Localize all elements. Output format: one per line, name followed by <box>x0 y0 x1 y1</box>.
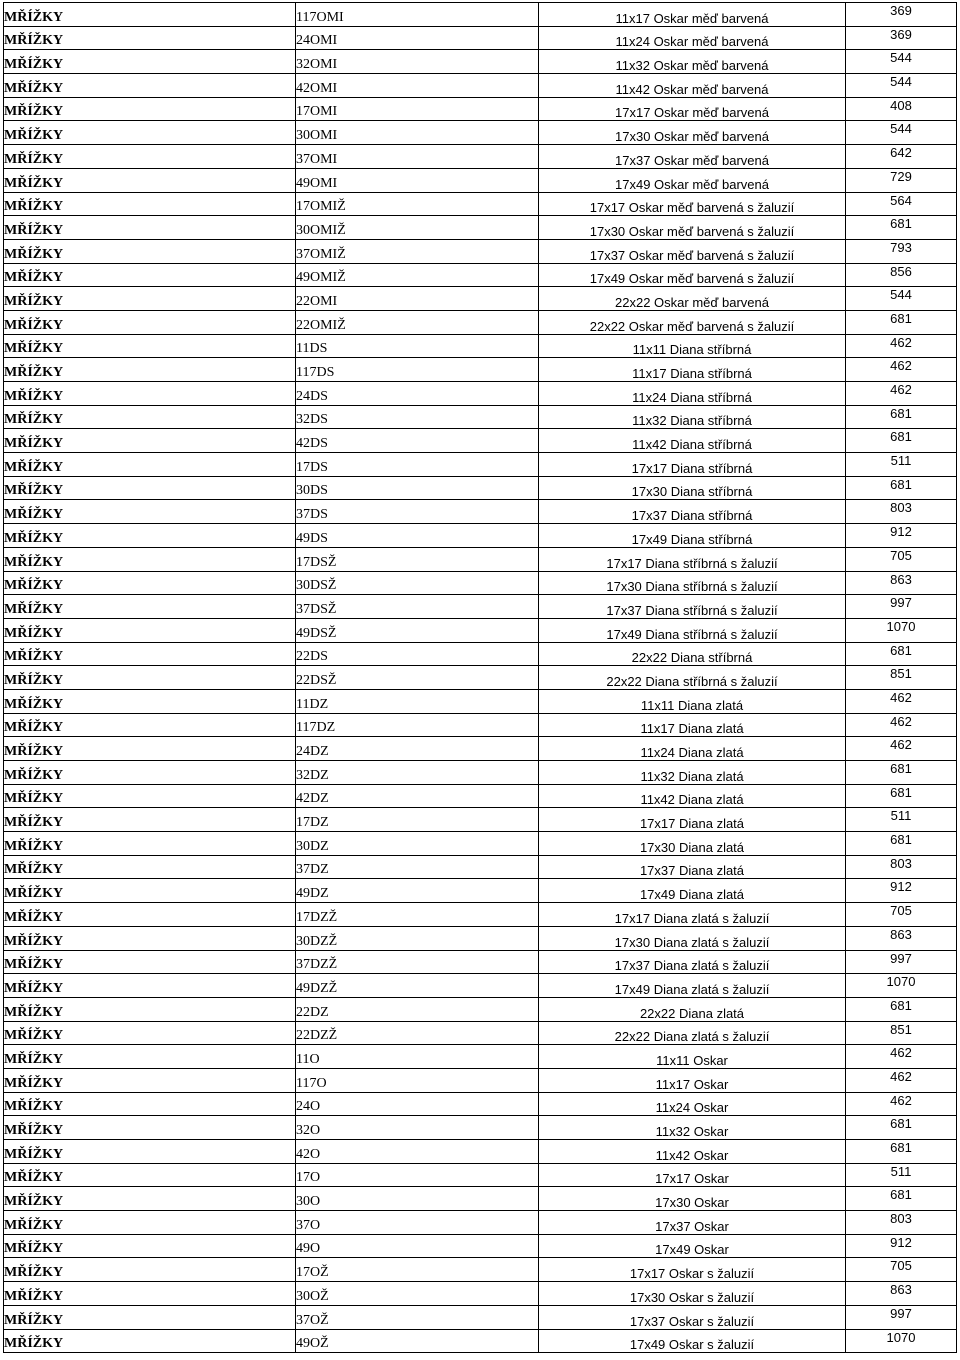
table-row <box>4 808 957 832</box>
price-cell: 681 <box>846 310 957 334</box>
table-row <box>4 689 957 713</box>
category-cell: MŘÍŽKY <box>4 1187 296 1211</box>
category-cell: MŘÍŽKY <box>4 547 296 571</box>
category-cell: MŘÍŽKY <box>4 1305 296 1329</box>
description-cell: 17x49 Diana stříbrná <box>539 524 846 548</box>
table-row <box>4 1329 957 1353</box>
price-cell: 544 <box>846 74 957 98</box>
price-cell: 912 <box>846 524 957 548</box>
price-list-table <box>3 2 957 1353</box>
table-row <box>4 263 957 287</box>
product-code-cell: 17OMIŽ <box>296 192 539 216</box>
description-cell: 22x22 Diana stříbrná <box>539 642 846 666</box>
product-code-cell: 30O <box>296 1187 539 1211</box>
price-cell: 863 <box>846 1282 957 1306</box>
description-cell: 17x17 Diana zlatá s žaluzií <box>539 903 846 927</box>
category-cell: MŘÍŽKY <box>4 618 296 642</box>
product-code-cell: 42OMI <box>296 74 539 98</box>
product-code-cell: 17DZ <box>296 808 539 832</box>
description-cell: 17x30 Oskar měď barvená <box>539 121 846 145</box>
category-cell: MŘÍŽKY <box>4 334 296 358</box>
product-code-cell: 49O <box>296 1234 539 1258</box>
description-cell: 17x17 Oskar měď barvená <box>539 97 846 121</box>
product-code-cell: 11DS <box>296 334 539 358</box>
table-row <box>4 1092 957 1116</box>
price-cell: 705 <box>846 1258 957 1282</box>
description-cell: 11x17 Oskar <box>539 1068 846 1092</box>
price-cell: 851 <box>846 666 957 690</box>
table-row <box>4 1187 957 1211</box>
table-row <box>4 358 957 382</box>
description-cell: 11x17 Oskar měď barvená <box>539 3 846 27</box>
table-row <box>4 334 957 358</box>
description-cell: 17x30 Oskar s žaluzií <box>539 1282 846 1306</box>
table-row <box>4 26 957 50</box>
price-cell: 462 <box>846 1068 957 1092</box>
description-cell: 17x17 Diana stříbrná s žaluzií <box>539 547 846 571</box>
price-cell: 681 <box>846 784 957 808</box>
description-cell: 17x37 Oskar měď barvená <box>539 145 846 169</box>
product-code-cell: 37DS <box>296 500 539 524</box>
table-row <box>4 713 957 737</box>
product-code-cell: 24OMI <box>296 26 539 50</box>
table-row <box>4 903 957 927</box>
table-row <box>4 168 957 192</box>
price-cell: 681 <box>846 642 957 666</box>
table-row <box>4 997 957 1021</box>
category-cell: MŘÍŽKY <box>4 168 296 192</box>
product-code-cell: 11O <box>296 1045 539 1069</box>
product-code-cell: 49OŽ <box>296 1329 539 1353</box>
table-row <box>4 405 957 429</box>
category-cell: MŘÍŽKY <box>4 1092 296 1116</box>
description-cell: 22x22 Diana zlatá <box>539 997 846 1021</box>
price-cell: 1070 <box>846 1329 957 1353</box>
product-code-cell: 22DZŽ <box>296 1021 539 1045</box>
table-row <box>4 74 957 98</box>
table-row <box>4 1305 957 1329</box>
table-row <box>4 1068 957 1092</box>
category-cell: MŘÍŽKY <box>4 1211 296 1235</box>
description-cell: 17x49 Diana stříbrná s žaluzií <box>539 618 846 642</box>
description-cell: 17x37 Diana stříbrná <box>539 500 846 524</box>
product-code-cell: 17DSŽ <box>296 547 539 571</box>
price-cell: 408 <box>846 97 957 121</box>
price-cell: 681 <box>846 429 957 453</box>
category-cell: MŘÍŽKY <box>4 997 296 1021</box>
table-row <box>4 832 957 856</box>
price-cell: 863 <box>846 926 957 950</box>
category-cell: MŘÍŽKY <box>4 216 296 240</box>
product-code-cell: 49DZ <box>296 879 539 903</box>
description-cell: 11x42 Oskar měď barvená <box>539 74 846 98</box>
product-code-cell: 49OMI <box>296 168 539 192</box>
description-cell: 17x30 Diana stříbrná s žaluzií <box>539 571 846 595</box>
category-cell: MŘÍŽKY <box>4 1282 296 1306</box>
table-row <box>4 1140 957 1164</box>
product-code-cell: 17OŽ <box>296 1258 539 1282</box>
description-cell: 17x17 Oskar s žaluzií <box>539 1258 846 1282</box>
description-cell: 11x32 Oskar <box>539 1116 846 1140</box>
description-cell: 17x30 Diana stříbrná <box>539 476 846 500</box>
category-cell: MŘÍŽKY <box>4 405 296 429</box>
price-cell: 681 <box>846 997 957 1021</box>
description-cell: 11x24 Diana stříbrná <box>539 382 846 406</box>
table-row <box>4 1021 957 1045</box>
product-code-cell: 30DS <box>296 476 539 500</box>
description-cell: 22x22 Diana stříbrná s žaluzií <box>539 666 846 690</box>
table-row <box>4 879 957 903</box>
price-cell: 369 <box>846 3 957 27</box>
description-cell: 22x22 Oskar měď barvená <box>539 287 846 311</box>
product-code-cell: 11DZ <box>296 689 539 713</box>
price-cell: 681 <box>846 761 957 785</box>
description-cell: 11x24 Oskar <box>539 1092 846 1116</box>
price-cell: 462 <box>846 713 957 737</box>
category-cell: MŘÍŽKY <box>4 145 296 169</box>
table-row <box>4 642 957 666</box>
table-row <box>4 500 957 524</box>
category-cell: MŘÍŽKY <box>4 903 296 927</box>
description-cell: 17x17 Oskar měď barvená s žaluzií <box>539 192 846 216</box>
product-code-cell: 17DZŽ <box>296 903 539 927</box>
table-row <box>4 547 957 571</box>
price-cell: 997 <box>846 595 957 619</box>
price-cell: 544 <box>846 287 957 311</box>
category-cell: MŘÍŽKY <box>4 832 296 856</box>
description-cell: 17x49 Oskar s žaluzií <box>539 1329 846 1353</box>
price-cell: 997 <box>846 1305 957 1329</box>
price-cell: 681 <box>846 1140 957 1164</box>
category-cell: MŘÍŽKY <box>4 595 296 619</box>
description-cell: 17x37 Oskar s žaluzií <box>539 1305 846 1329</box>
product-code-cell: 24DZ <box>296 737 539 761</box>
product-code-cell: 37O <box>296 1211 539 1235</box>
price-cell: 705 <box>846 547 957 571</box>
product-code-cell: 117OMI <box>296 3 539 27</box>
category-cell: MŘÍŽKY <box>4 950 296 974</box>
description-cell: 11x11 Oskar <box>539 1045 846 1069</box>
price-cell: 511 <box>846 1163 957 1187</box>
product-code-cell: 32O <box>296 1116 539 1140</box>
price-cell: 462 <box>846 1092 957 1116</box>
table-row <box>4 1045 957 1069</box>
table-row <box>4 926 957 950</box>
category-cell: MŘÍŽKY <box>4 1116 296 1140</box>
product-code-cell: 17O <box>296 1163 539 1187</box>
price-cell: 642 <box>846 145 957 169</box>
category-cell: MŘÍŽKY <box>4 239 296 263</box>
description-cell: 11x24 Diana zlatá <box>539 737 846 761</box>
table-row <box>4 3 957 27</box>
description-cell: 11x17 Diana zlatá <box>539 713 846 737</box>
product-code-cell: 37OMI <box>296 145 539 169</box>
price-list-sheet <box>3 2 956 1353</box>
price-cell: 462 <box>846 334 957 358</box>
category-cell: MŘÍŽKY <box>4 784 296 808</box>
price-cell: 863 <box>846 571 957 595</box>
table-row <box>4 382 957 406</box>
description-cell: 17x30 Diana zlatá <box>539 832 846 856</box>
category-cell: MŘÍŽKY <box>4 358 296 382</box>
category-cell: MŘÍŽKY <box>4 808 296 832</box>
description-cell: 11x42 Diana stříbrná <box>539 429 846 453</box>
product-code-cell: 32DS <box>296 405 539 429</box>
category-cell: MŘÍŽKY <box>4 761 296 785</box>
price-cell: 1070 <box>846 618 957 642</box>
category-cell: MŘÍŽKY <box>4 1234 296 1258</box>
table-row <box>4 216 957 240</box>
price-cell: 564 <box>846 192 957 216</box>
description-cell: 17x17 Oskar <box>539 1163 846 1187</box>
price-cell: 803 <box>846 855 957 879</box>
category-cell: MŘÍŽKY <box>4 713 296 737</box>
category-cell: MŘÍŽKY <box>4 524 296 548</box>
price-cell: 729 <box>846 168 957 192</box>
product-code-cell: 37DZ <box>296 855 539 879</box>
product-code-cell: 49DS <box>296 524 539 548</box>
product-code-cell: 22OMIŽ <box>296 310 539 334</box>
table-row <box>4 595 957 619</box>
description-cell: 11x11 Diana zlatá <box>539 689 846 713</box>
price-cell: 997 <box>846 950 957 974</box>
category-cell: MŘÍŽKY <box>4 453 296 477</box>
category-cell: MŘÍŽKY <box>4 689 296 713</box>
category-cell: MŘÍŽKY <box>4 1068 296 1092</box>
category-cell: MŘÍŽKY <box>4 382 296 406</box>
category-cell: MŘÍŽKY <box>4 855 296 879</box>
table-row <box>4 453 957 477</box>
product-code-cell: 42O <box>296 1140 539 1164</box>
table-row <box>4 974 957 998</box>
product-code-cell: 32DZ <box>296 761 539 785</box>
product-code-cell: 37DZŽ <box>296 950 539 974</box>
table-row <box>4 287 957 311</box>
description-cell: 17x30 Diana zlatá s žaluzií <box>539 926 846 950</box>
table-row <box>4 192 957 216</box>
category-cell: MŘÍŽKY <box>4 737 296 761</box>
product-code-cell: 42DZ <box>296 784 539 808</box>
product-code-cell: 22OMI <box>296 287 539 311</box>
description-cell: 17x30 Oskar měď barvená s žaluzií <box>539 216 846 240</box>
description-cell: 11x17 Diana stříbrná <box>539 358 846 382</box>
table-row <box>4 97 957 121</box>
price-cell: 793 <box>846 239 957 263</box>
price-cell: 681 <box>846 476 957 500</box>
description-cell: 17x17 Diana stříbrná <box>539 453 846 477</box>
table-row <box>4 1282 957 1306</box>
description-cell: 11x32 Oskar měď barvená <box>539 50 846 74</box>
category-cell: MŘÍŽKY <box>4 1140 296 1164</box>
table-row <box>4 50 957 74</box>
description-cell: 22x22 Diana zlatá s žaluzií <box>539 1021 846 1045</box>
product-code-cell: 49OMIŽ <box>296 263 539 287</box>
product-code-cell: 30OMI <box>296 121 539 145</box>
description-cell: 17x37 Oskar <box>539 1211 846 1235</box>
description-cell: 11x42 Diana zlatá <box>539 784 846 808</box>
price-cell: 462 <box>846 358 957 382</box>
category-cell: MŘÍŽKY <box>4 642 296 666</box>
price-cell: 462 <box>846 1045 957 1069</box>
category-cell: MŘÍŽKY <box>4 1021 296 1045</box>
product-code-cell: 30DZ <box>296 832 539 856</box>
category-cell: MŘÍŽKY <box>4 1329 296 1353</box>
product-code-cell: 37OMIŽ <box>296 239 539 263</box>
product-code-cell: 22DS <box>296 642 539 666</box>
product-code-cell: 49DZŽ <box>296 974 539 998</box>
description-cell: 17x49 Oskar <box>539 1234 846 1258</box>
table-row <box>4 310 957 334</box>
product-code-cell: 117DZ <box>296 713 539 737</box>
description-cell: 17x30 Oskar <box>539 1187 846 1211</box>
description-cell: 17x49 Diana zlatá <box>539 879 846 903</box>
price-cell: 705 <box>846 903 957 927</box>
description-cell: 17x37 Diana stříbrná s žaluzií <box>539 595 846 619</box>
category-cell: MŘÍŽKY <box>4 3 296 27</box>
price-cell: 851 <box>846 1021 957 1045</box>
product-code-cell: 30DSŽ <box>296 571 539 595</box>
product-code-cell: 37OŽ <box>296 1305 539 1329</box>
price-cell: 462 <box>846 382 957 406</box>
description-cell: 11x24 Oskar měď barvená <box>539 26 846 50</box>
category-cell: MŘÍŽKY <box>4 1045 296 1069</box>
category-cell: MŘÍŽKY <box>4 121 296 145</box>
description-cell: 17x37 Diana zlatá <box>539 855 846 879</box>
description-cell: 17x37 Oskar měď barvená s žaluzií <box>539 239 846 263</box>
product-code-cell: 30DZŽ <box>296 926 539 950</box>
category-cell: MŘÍŽKY <box>4 263 296 287</box>
table-row <box>4 950 957 974</box>
price-cell: 803 <box>846 500 957 524</box>
product-code-cell: 117O <box>296 1068 539 1092</box>
product-code-cell: 24DS <box>296 382 539 406</box>
product-code-cell: 30OMIŽ <box>296 216 539 240</box>
price-cell: 681 <box>846 1116 957 1140</box>
description-cell: 17x49 Oskar měď barvená s žaluzií <box>539 263 846 287</box>
category-cell: MŘÍŽKY <box>4 1163 296 1187</box>
category-cell: MŘÍŽKY <box>4 571 296 595</box>
table-row <box>4 761 957 785</box>
category-cell: MŘÍŽKY <box>4 500 296 524</box>
price-cell: 681 <box>846 405 957 429</box>
category-cell: MŘÍŽKY <box>4 74 296 98</box>
price-cell: 681 <box>846 1187 957 1211</box>
table-row <box>4 1116 957 1140</box>
table-row <box>4 145 957 169</box>
product-code-cell: 42DS <box>296 429 539 453</box>
price-cell: 681 <box>846 832 957 856</box>
description-cell: 22x22 Oskar měď barvená s žaluzií <box>539 310 846 334</box>
category-cell: MŘÍŽKY <box>4 476 296 500</box>
product-code-cell: 22DZ <box>296 997 539 1021</box>
category-cell: MŘÍŽKY <box>4 666 296 690</box>
category-cell: MŘÍŽKY <box>4 50 296 74</box>
table-row <box>4 784 957 808</box>
table-row <box>4 618 957 642</box>
product-code-cell: 117DS <box>296 358 539 382</box>
table-row <box>4 121 957 145</box>
price-cell: 912 <box>846 879 957 903</box>
table-row <box>4 1163 957 1187</box>
table-row <box>4 239 957 263</box>
table-row <box>4 737 957 761</box>
price-cell: 912 <box>846 1234 957 1258</box>
description-cell: 11x32 Diana zlatá <box>539 761 846 785</box>
table-row <box>4 666 957 690</box>
description-cell: 11x11 Diana stříbrná <box>539 334 846 358</box>
price-cell: 544 <box>846 50 957 74</box>
table-row <box>4 571 957 595</box>
price-cell: 1070 <box>846 974 957 998</box>
category-cell: MŘÍŽKY <box>4 429 296 453</box>
table-row <box>4 1258 957 1282</box>
description-cell: 17x37 Diana zlatá s žaluzií <box>539 950 846 974</box>
product-code-cell: 17DS <box>296 453 539 477</box>
description-cell: 11x42 Oskar <box>539 1140 846 1164</box>
product-code-cell: 30OŽ <box>296 1282 539 1306</box>
price-cell: 681 <box>846 216 957 240</box>
description-cell: 17x49 Oskar měď barvená <box>539 168 846 192</box>
category-cell: MŘÍŽKY <box>4 287 296 311</box>
category-cell: MŘÍŽKY <box>4 97 296 121</box>
description-cell: 17x17 Diana zlatá <box>539 808 846 832</box>
price-list-body <box>4 3 957 1353</box>
category-cell: MŘÍŽKY <box>4 1258 296 1282</box>
table-row <box>4 524 957 548</box>
product-code-cell: 24O <box>296 1092 539 1116</box>
table-row <box>4 1234 957 1258</box>
category-cell: MŘÍŽKY <box>4 926 296 950</box>
price-cell: 511 <box>846 808 957 832</box>
category-cell: MŘÍŽKY <box>4 310 296 334</box>
category-cell: MŘÍŽKY <box>4 192 296 216</box>
product-code-cell: 17OMI <box>296 97 539 121</box>
product-code-cell: 49DSŽ <box>296 618 539 642</box>
price-cell: 856 <box>846 263 957 287</box>
table-row <box>4 429 957 453</box>
product-code-cell: 37DSŽ <box>296 595 539 619</box>
price-cell: 462 <box>846 737 957 761</box>
product-code-cell: 32OMI <box>296 50 539 74</box>
category-cell: MŘÍŽKY <box>4 879 296 903</box>
table-row <box>4 855 957 879</box>
price-cell: 462 <box>846 689 957 713</box>
price-cell: 369 <box>846 26 957 50</box>
table-row <box>4 476 957 500</box>
description-cell: 11x32 Diana stříbrná <box>539 405 846 429</box>
description-cell: 17x49 Diana zlatá s žaluzií <box>539 974 846 998</box>
product-code-cell: 22DSŽ <box>296 666 539 690</box>
category-cell: MŘÍŽKY <box>4 974 296 998</box>
table-row <box>4 1211 957 1235</box>
price-cell: 544 <box>846 121 957 145</box>
category-cell: MŘÍŽKY <box>4 26 296 50</box>
price-cell: 803 <box>846 1211 957 1235</box>
price-cell: 511 <box>846 453 957 477</box>
